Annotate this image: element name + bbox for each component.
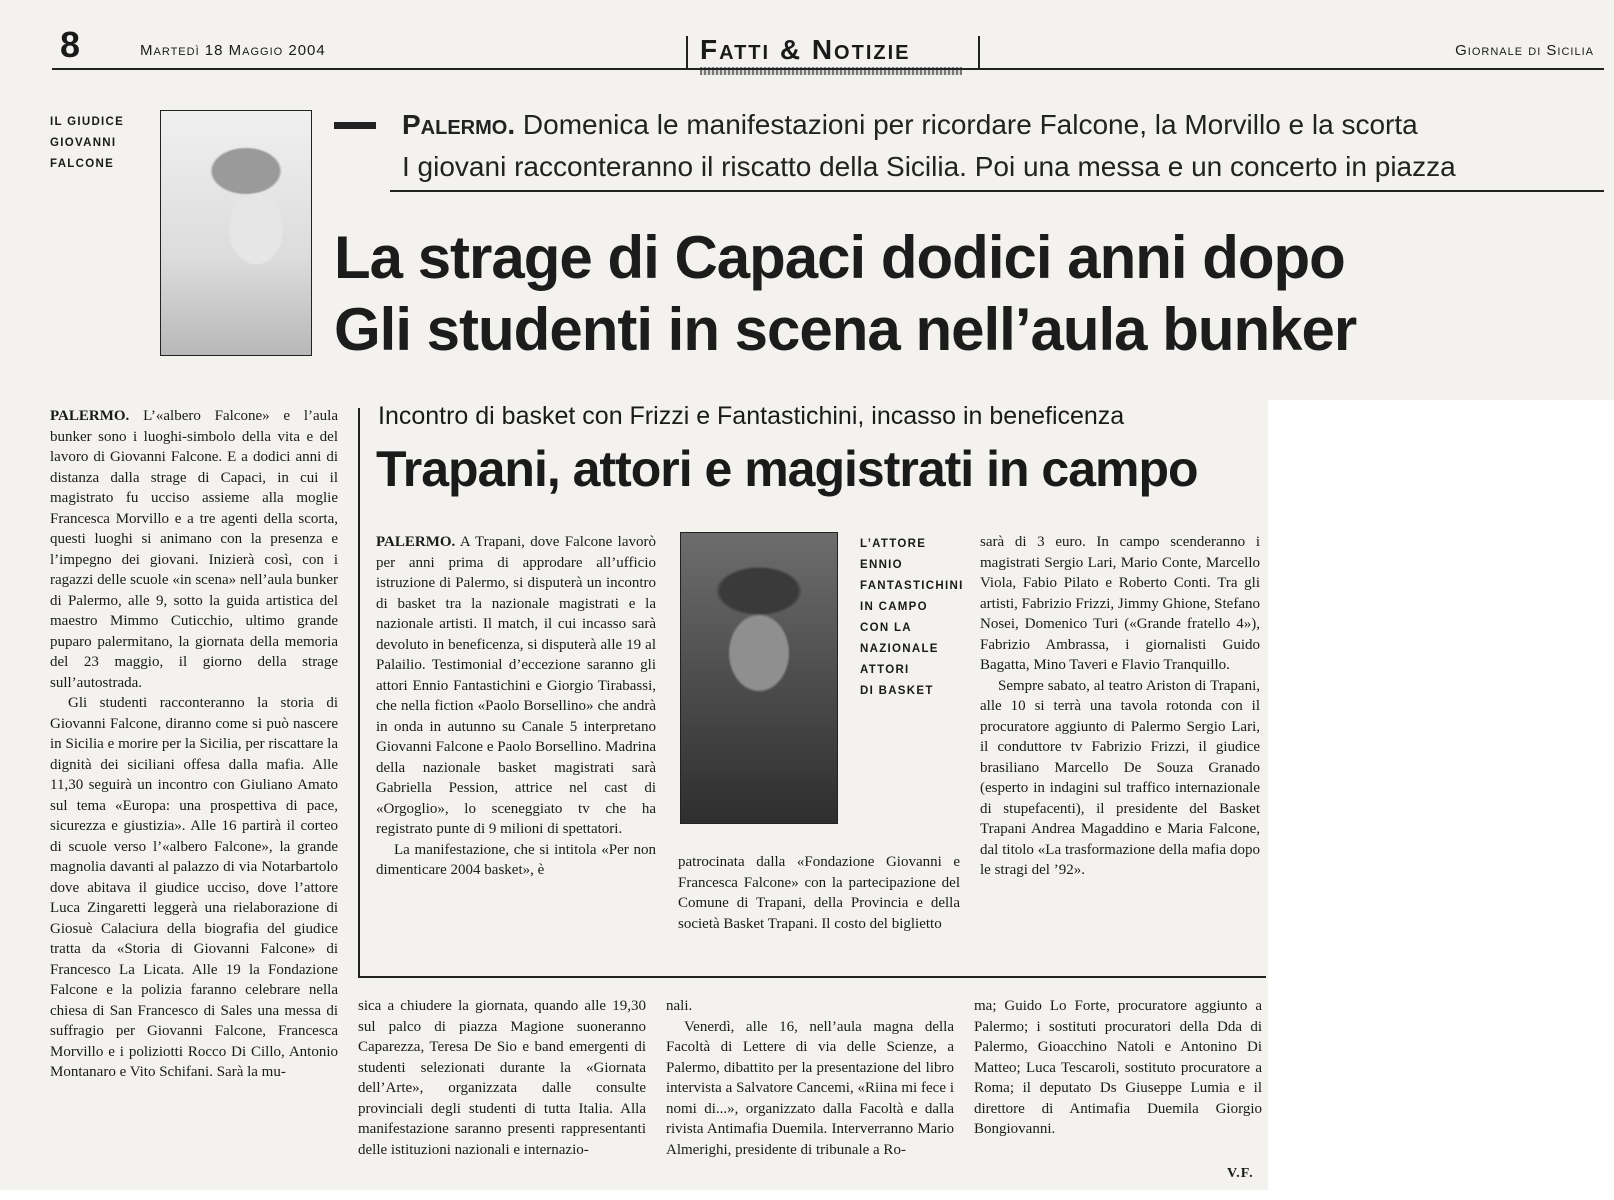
caption-line: CON LA [860,622,912,634]
issue-date: Martedì 18 Maggio 2004 [140,42,326,59]
main-paragraph-3a: nali. [666,998,693,1014]
section-title: Fatti & Notizie [700,34,911,65]
dateline: PALERMO. [50,408,130,424]
caption-line: IL GIUDICE [50,116,125,128]
header-separator-right [978,36,980,70]
headline [334,222,1356,366]
page-cutout [1268,400,1614,1200]
photo-caption-falcone [50,112,150,175]
main-article-column-4: ma; Guido Lo Forte, procuratore aggiunto a Palermo; i sostituti procuratori della Dda di Palermo, Gioacchino Natoli e Antonino Di Matteo; Luca Tescaroli, sostituto procuratore a Roma; il deputato Ds Giuseppe Lumia e il direttore di Antimafia Duemila Giorgio Bongiovanni. [974,998,1262,1137]
sub-dateline: PALERMO. [376,534,456,550]
kicker [402,104,1456,188]
kicker-text-1: Domenica le manifestazioni per ricordare Falcone, la Morvillo e la scorta [522,109,1418,140]
sub-paragraph-1 [376,532,656,840]
caption-line: NAZIONALE [860,643,939,655]
kicker-line-2: I giovani racconteranno il riscatto della Sicilia. Poi una messa e un concerto in piazza [402,151,1456,182]
main-paragraph-1-text: L’«albero Falcone» e l’aula bunker sono i luoghi-simbolo della vita e del lavoro di Giovanni Falcone. E a dodici anni di distanza dalla strage di Capaci, in cui il magistrato fu ucciso assieme alla moglie Francesca Morvillo e a tre agenti della scorta, questi luoghi si animano con la presenza e l’impegno dei giovani. Inizierà così, con i ragazzi delle scuole «in scena» nell’aula bunker di Palermo, alle 9, sotto la guida artistica del maestro Mimmo Cuticchio, ultimo grande puparo palermitano, la giornata della memoria del 23 maggio, il giorno della strage sull’autostrada. [50,408,338,691]
caption-line: ATTORI [860,664,910,676]
caption-line: GIOVANNI [50,137,117,149]
sub-article-column-2: patrocinata dalla «Fondazione Giovanni e Francesca Falcone» con la partecipazione del Comune di Trapani, della Provincia e della società Basket Trapani. Il costo del biglietto [678,854,960,932]
kicker-bar [334,122,376,129]
sub-paragraph-1-text: A Trapani, dove Falcone lavorò per anni prima di approdare all’ufficio istruzione di Palermo, si disputerà un incontro di basket tra la nazionale magistrati e la nazionale artisti. Il match, il cui incasso sarà devoluto in beneficenza, si disputerà alle 19 al Palailio. Testimonial d’eccezione saranno gli attori Ennio Fantastichini e Giorgio Tirabassi, che nella fiction «Paolo Borsellino» che andrà in onda in autunno su Canale 5 interpretano Giovanni Falcone e Paolo Borsellino. Madrina della nazionale basket magistrati sarà Gabriella Pession, attrice nel cast di «Orgoglio», lo sceneggiato tv che ha registrato punte di 9 milioni di spettatori. [376,534,656,837]
sub-paragraph-2: La manifestazione, che si intitola «Per non dimenticare 2004 basket», è [376,841,656,878]
header-rule [52,68,1604,70]
caption-line: FANTASTICHINI [860,580,964,592]
bleed-through-text [1380,230,1399,310]
sub-article-box-bottom-rule [358,976,1266,978]
caption-line: ENNIO [860,559,903,571]
main-paragraph-2: Gli studenti racconteranno la storia di Giovanni Falcone, diranno come si può nascere in Sicilia e morire per la Sicilia, per riscattare la dignità dei siciliani offesa dalla mafia. Alle 11,30 seguirà un incontro con Giuliano Amato sul tema «Europa: una prospettiva di pace, sicurezza e giustizia». Alle 16 partirà il corteo di scuole verso l’«albero Falcone», la grande magnolia davanti al palazzo di via Notarbartolo dove abitava il giudice ucciso, dove l’attore Luca Zingaretti leggerà una rielaborazione di Giosuè Calaciura della biografia del giudice tratta da «Storia di Giovanni Falcone» di Francesco La Licata. Alle 19 la Fondazione Falcone e la polizia faranno celebrare nella chiesa di San Francesco di Sales una messa di suffragio per Giovanni Falcone, Francesca Morvillo e i poliziotti Rocco Di Cillo, Antonio Montanaro e Vito Schifani. Sarà la mu- [50,695,338,1080]
sub-article-kicker: Incontro di basket con Frizzi e Fantastichini, incasso in beneficenza [378,402,1125,430]
main-paragraph-3b: Venerdì, alle 16, nell’aula magna della Facoltà di Lettere di via delle Scienze, a Palermo, dibattito per la presentazione del libro intervista a Salvatore Cancemi, «Riina mi fece i nomi di...», organizzato dalla Facoltà e dalla rivista Antimafia Duemila. Interverranno Mario Almerighi, presidente di tribunale a Ro- [666,1018,954,1158]
kicker-line-1 [402,104,1456,146]
fantastichini-photo [680,532,838,824]
header-separator-left [686,36,688,70]
author-signature: V.F. [1227,1166,1254,1181]
newspaper-name: Giornale di Sicilia [1455,42,1594,59]
sub-article-column-3 [980,532,1260,881]
caption-line: FALCONE [50,158,115,170]
caption-line: IN CAMPO [860,601,928,613]
kicker-rule [390,190,1604,192]
kicker-place: Palermo. [402,109,516,140]
caption-line: DI BASKET [860,685,934,697]
main-article-column-3 [666,996,954,1160]
photo-caption-fantastichini [860,534,970,702]
sub-article-column-1 [376,532,656,881]
headline-line-1: La strage di Capaci dodici anni dopo [334,224,1345,291]
main-paragraph-1 [50,406,338,693]
page-number: 8 [60,24,81,65]
sub-paragraph-3: sarà di 3 euro. In campo scenderanno i magistrati Sergio Lari, Mario Conte, Marcello Viola, Fabio Pilato e Roberto Conti. Tra gli artisti, Fabrizio Frizzi, Jimmy Ghione, Stefano Nosei, Domenico Turi («Grande fratello 4»), Fabrizio Ambrassa, i giornalisti Guido Bagatta, Mino Taveri e Flavio Tranquillo. [980,534,1260,673]
sub-paragraph-4: Sempre sabato, al teatro Ariston di Trapani, alle 10 si terrà una tavola rotonda con il procuratore aggiunto di Palermo Sergio Lari, il conduttore tv Fabrizio Frizzi, il giudice brasiliano Marcello De Souza Granado (esperto in indagini sul traffico internazionale di stupefacenti), il presidente del Basket Trapani Andrea Magaddino e Maria Falcone, dal titolo «La trasformazione della mafia dopo le stragi del ’92». [980,677,1260,878]
headline-line-2: Gli studenti in scena nell’aula bunker [334,296,1357,363]
main-article-column-1 [50,406,338,1083]
caption-line: L’ATTORE [860,538,927,550]
falcone-photo [160,110,312,356]
page-bottom-margin [0,1190,1614,1200]
main-article-column-2: sica a chiudere la giornata, quando alle 19,30 sul palco di piazza Magione suoneranno Caparezza, Teresa De Sio e band emergenti di studenti selezionati durante la «Giornata dell’Arte», organizzata dalle consulte provinciali degli studenti di tutta Italia. Alla manifestazione saranno presenti rappresentanti delle istituzioni nazionali e internazio- [358,998,646,1158]
sub-article-headline: Trapani, attori e magistrati in campo [376,441,1198,497]
sub-article-box-left-rule [358,408,360,978]
